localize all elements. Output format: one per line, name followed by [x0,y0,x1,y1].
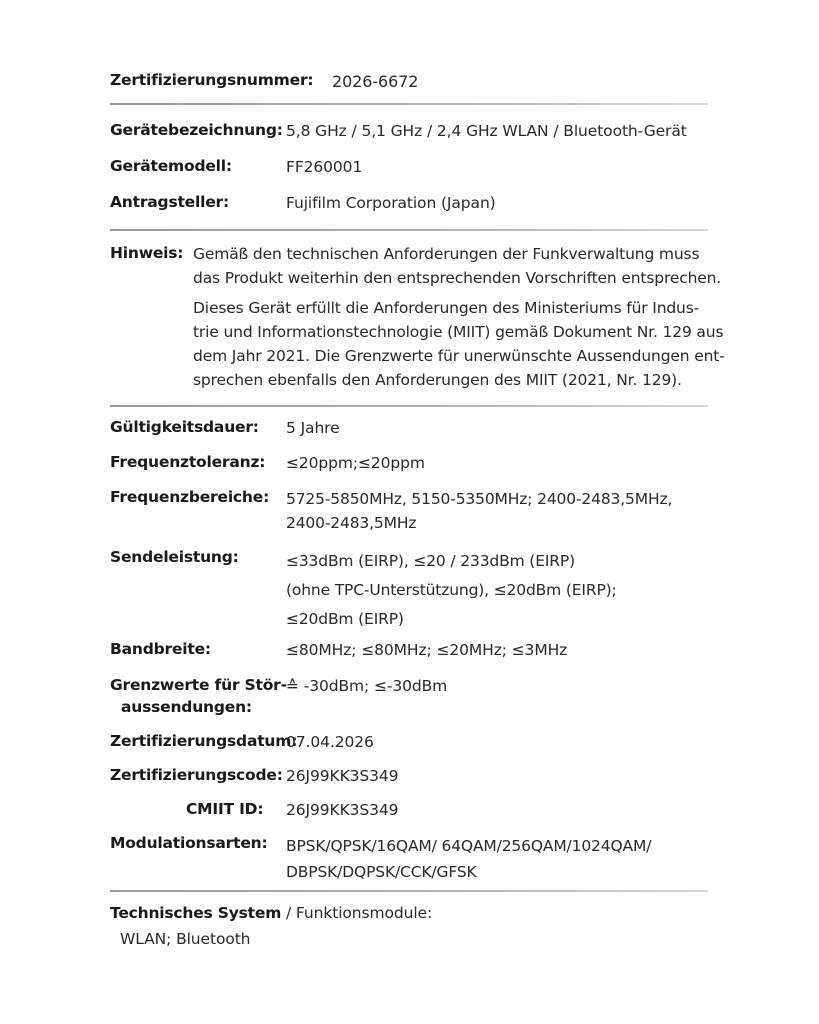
notice-line: trie und Informationstechnologie (MIIT) gemäß Dokument Nr. 129 aus [193,323,724,341]
device-model-label: Gerätemodell: [110,157,232,175]
applicant-label: Antragsteller: [110,193,229,211]
cert-number-label: Zertifizierungsnummer: [110,71,314,89]
modulation-line: DBPSK/DQPSK/CCK/GFSK [286,863,477,881]
notice-paragraph-1 [193,242,721,290]
system-value: WLAN; Bluetooth [120,930,251,948]
system-heading-bold: Technisches System [110,904,282,922]
cert-date-value: 07.04.2026 [286,733,374,751]
validity-value: 5 Jahre [286,419,340,437]
cert-date-label: Zertifizierungsdatum: [110,732,298,750]
modulation-label: Modulationsarten: [110,834,268,852]
applicant-value: Fujifilm Corporation (Japan) [286,194,496,212]
divider [110,229,708,231]
cmiit-id-label: CMIIT ID: [186,800,264,818]
cert-code-label: Zertifizierungscode: [110,766,283,784]
bandwidth-value: ≤80MHz; ≤80MHz; ≤20MHz; ≤3MHz [286,641,568,659]
tx-power-line: ≤20dBm (EIRP) [286,610,404,628]
freq-ranges-value [286,487,672,535]
divider [110,405,708,407]
notice-line: Dieses Gerät erfüllt die Anforderungen des Ministeriums für Indus- [193,299,700,317]
modulation-line: BPSK/QPSK/16QAM/ 64QAM/256QAM/1024QAM/ [286,837,652,855]
system-heading [110,904,432,922]
spurious-label-line1: Grenzwerte für Stör- [110,676,287,694]
spurious-label-line2: aussendungen: [121,698,252,716]
bandwidth-label: Bandbreite: [110,640,211,658]
validity-label: Gültigkeitsdauer: [110,418,259,436]
notice-label: Hinweis: [110,244,184,262]
freq-ranges-line: 2400-2483,5MHz [286,514,417,532]
divider [110,890,708,892]
freq-ranges-line: 5725-5850MHz, 5150-5350MHz; 2400-2483,5MHz, [286,490,673,508]
modulation-value [286,833,651,885]
notice-line: das Produkt weiterhin den entsprechenden Vorschriften entsprechen. [193,269,722,287]
notice-paragraph-2 [193,296,725,392]
tx-power-line: (ohne TPC-Unterstützung), ≤20dBm (EIRP); [286,581,617,599]
freq-ranges-label: Frequenzbereiche: [110,488,270,506]
spurious-value: ≙ -30dBm; ≤-30dBm [286,677,448,695]
tx-power-line: ≤33dBm (EIRP), ≤20 / 233dBm (EIRP) [286,552,575,570]
system-heading-rest: / Funktionsmodule: [281,904,433,922]
cmiit-id-value: 26J99KK3S349 [286,801,399,819]
notice-line: Gemäß den technischen Anforderungen der Funkverwaltung muss [193,245,700,263]
freq-tolerance-value: ≤20ppm;≤20ppm [286,454,425,472]
notice-line: dem Jahr 2021. Die Grenzwerte für unerwünschte Aussendungen ent- [193,347,725,365]
freq-tolerance-label: Frequenztoleranz: [110,453,266,471]
tx-power-label: Sendeleistung: [110,548,239,566]
cert-code-value: 26J99KK3S349 [286,767,399,785]
device-model-value: FF260001 [286,158,363,176]
notice-line: sprechen ebenfalls den Anforderungen des MIIT (2021, Nr. 129). [193,371,682,389]
tx-power-value [286,547,617,634]
device-designation-label: Gerätebezeichnung: [110,121,283,139]
divider [110,103,708,105]
cert-number-value: 2026-6672 [332,72,419,91]
device-designation-value: 5,8 GHz / 5,1 GHz / 2,4 GHz WLAN / Bluetooth-Gerät [286,122,687,140]
